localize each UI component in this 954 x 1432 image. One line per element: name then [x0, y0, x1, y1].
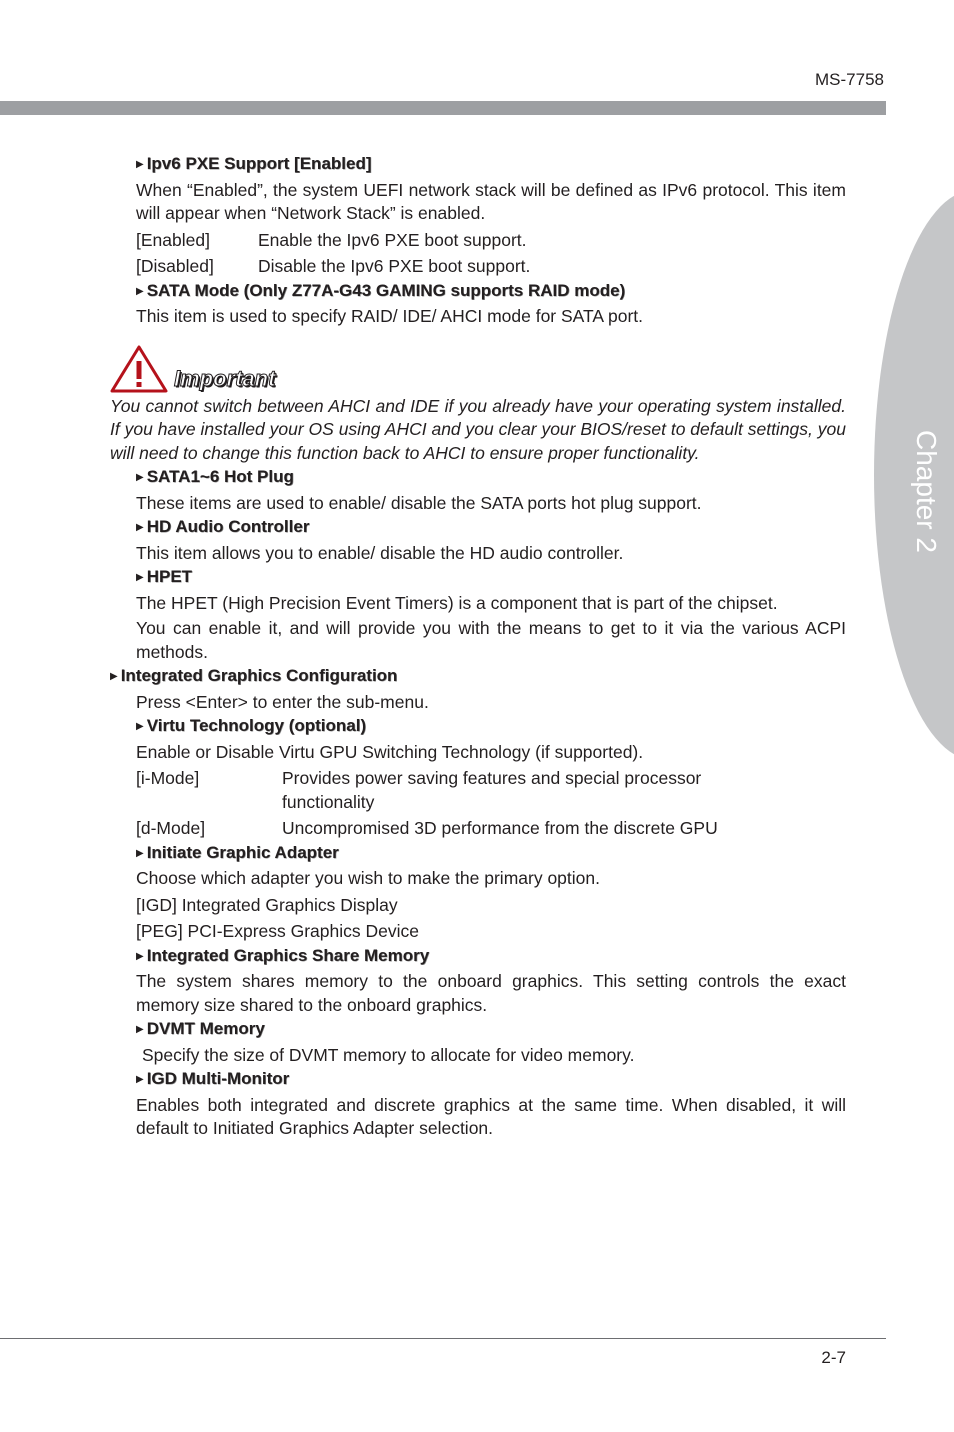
option-row: [136, 817, 846, 841]
option-key: [i-Mode]: [136, 768, 200, 788]
section-ipv6-pxe: [136, 152, 846, 279]
section-description: Choose which adapter you wish to make the primary option.: [136, 868, 600, 888]
option-key: [d-Mode]: [136, 818, 206, 838]
section-heading: ▶ DVMT Memory: [136, 1019, 265, 1038]
model-number: MS-7758: [815, 70, 884, 89]
triangle-right-icon: ▶: [136, 1074, 144, 1085]
triangle-right-icon: ▶: [136, 1024, 144, 1035]
option-line: [IGD] Integrated Graphics Display: [136, 894, 398, 915]
chapter-label: Chapter 2: [911, 430, 942, 553]
section-igd-multi-monitor: [136, 1067, 846, 1141]
triangle-right-icon: ▶: [136, 522, 144, 533]
section-heading: ▶ SATA1~6 Hot Plug: [136, 467, 294, 486]
triangle-right-icon: ▶: [136, 847, 144, 859]
section-dvmt: [136, 1017, 846, 1067]
option-value: Enable the Ipv6 PXE boot support.: [258, 229, 527, 250]
section-description: Enable or Disable Virtu GPU Switching Technology (if supported).: [136, 741, 644, 762]
important-title: Important: [174, 366, 276, 391]
section-initiate-adapter: [136, 841, 846, 944]
section-description: The HPET (High Precision Event Timers) is a component that is part of the chipset.: [136, 592, 778, 613]
section-heading: ▶ SATA Mode (Only Z77A-G43 GAMING supports RAID mode): [136, 280, 626, 300]
option-key: [Disabled]: [136, 256, 214, 276]
section-description: When “Enabled”, the system UEFI network stack will be defined as IPv6 protocol. This item will appear when “Network Stack” is enabled.: [136, 179, 846, 223]
option-key: [Enabled]: [136, 229, 210, 250]
option-value: Provides power saving features and special processor functionality: [282, 768, 702, 812]
header-bar: [0, 101, 886, 115]
section-description: These items are used to enable/ disable the SATA ports hot plug support.: [136, 492, 702, 513]
section-hd-audio: [136, 515, 846, 565]
section-heading: ▶ HD Audio Controller: [136, 517, 310, 536]
section-sata-mode: [136, 279, 846, 329]
section-virtu: [136, 714, 846, 841]
section-heading: ▶ Virtu Technology (optional): [136, 716, 367, 735]
section-description: This item is used to specify RAID/ IDE/ AHCI mode for SATA port.: [136, 306, 644, 326]
option-row: [136, 255, 846, 279]
triangle-right-icon: ▶: [136, 950, 144, 962]
triangle-right-icon: ▶: [136, 285, 144, 297]
section-description: Press <Enter> to enter the sub-menu.: [136, 691, 429, 712]
section-heading: ▶ Ipv6 PXE Support [Enabled]: [136, 154, 372, 173]
important-text: You cannot switch between AHCI and IDE if you already have your operating system installed. If you have installed your OS using AHCI and you clear your BIOS/reset to default settings, you will need to change this function back to AHCI to ensure proper functionality.: [110, 395, 846, 463]
section-share-memory: [136, 944, 846, 1018]
triangle-right-icon: ▶: [136, 472, 144, 483]
triangle-right-icon: ▶: [136, 572, 144, 583]
section-heading: ▶ Initiate Graphic Adapter: [136, 842, 339, 862]
section-description: The system shares memory to the onboard graphics. This setting controls the exact memory size shared to the onboard graphics.: [136, 971, 846, 1015]
page-number: 2-7: [821, 1348, 846, 1367]
option-value: Uncompromised 3D performance from the discrete GPU: [282, 818, 718, 838]
page-content: [110, 152, 846, 1141]
section-heading: ▶ HPET: [136, 567, 193, 586]
warning-icon: [110, 345, 168, 393]
option-value: Disable the Ipv6 PXE boot support.: [258, 256, 531, 276]
section-description: This item allows you to enable/ disable the HD audio controller.: [136, 542, 624, 563]
triangle-right-icon: ▶: [110, 671, 118, 682]
option-line: [PEG] PCI-Express Graphics Device: [136, 921, 419, 941]
section-heading: ▶ Integrated Graphics Share Memory: [136, 945, 430, 965]
option-row: [136, 767, 846, 814]
important-note: [110, 345, 846, 466]
footer-line: [0, 1338, 886, 1339]
section-description: You can enable it, and will provide you with the means to get to it via the various ACPI methods.: [136, 618, 846, 662]
section-hpet: [136, 565, 846, 664]
section-igfx-config: [110, 664, 846, 714]
section-heading: ▶ IGD Multi-Monitor: [136, 1069, 290, 1088]
section-description: Specify the size of DVMT memory to allocate for video memory.: [142, 1044, 635, 1065]
triangle-right-icon: ▶: [136, 159, 144, 170]
option-row: [136, 229, 846, 253]
section-sata-hotplug: [136, 465, 846, 515]
section-heading: ▶ Integrated Graphics Configuration: [110, 666, 398, 685]
triangle-right-icon: ▶: [136, 721, 144, 732]
section-description: Enables both integrated and discrete graphics at the same time. When disabled, it will default to Initiated Graphics Adapter selection.: [136, 1094, 846, 1138]
